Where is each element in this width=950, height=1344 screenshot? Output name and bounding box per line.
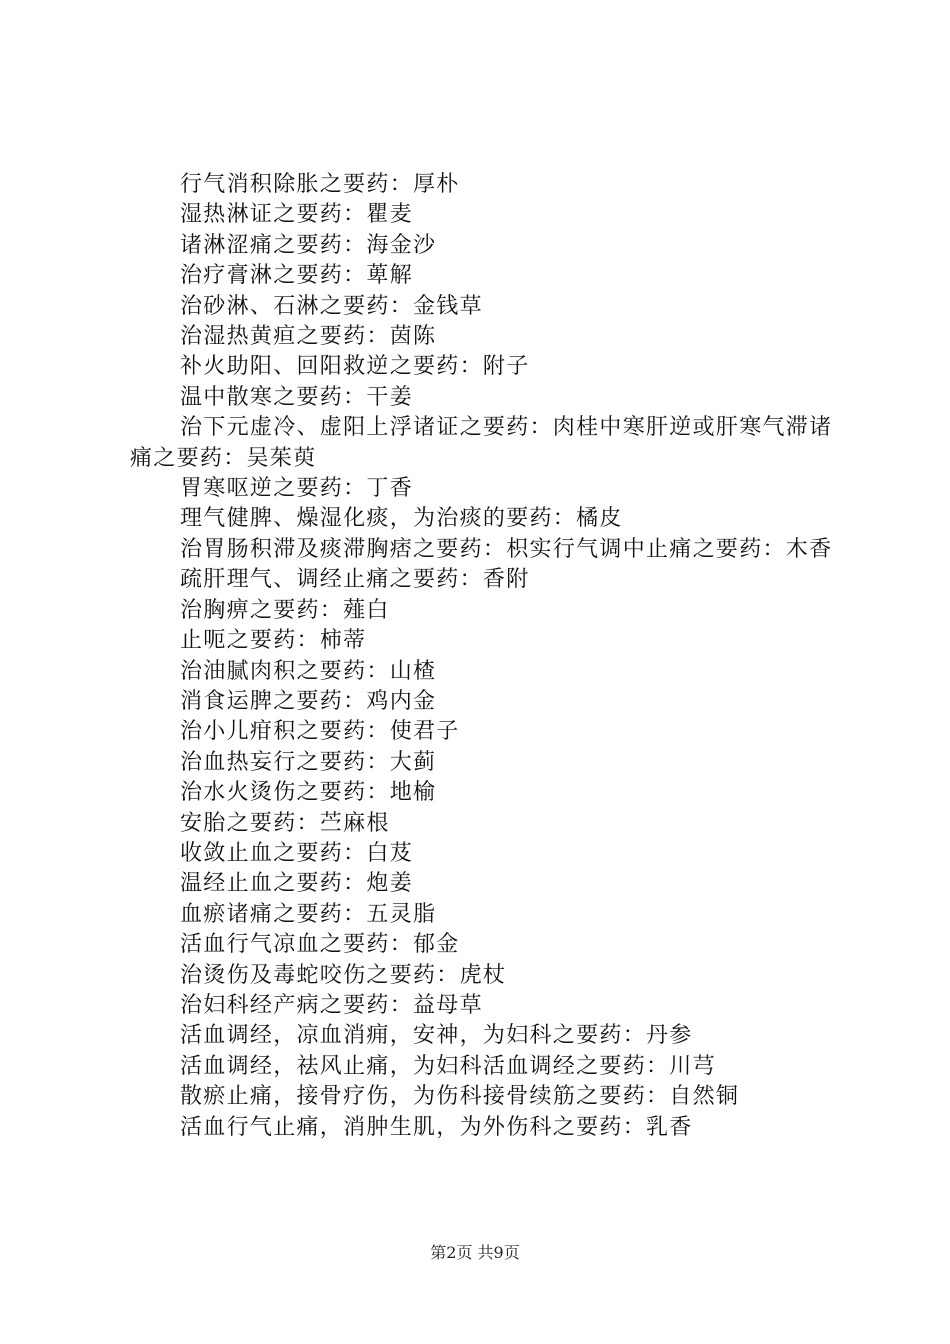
- paragraph: 诸淋涩痛之要药：海金沙: [180, 232, 437, 258]
- paragraph: 补火助阳、回阳救逆之要药：附子: [180, 354, 530, 380]
- page-number-label: 第2页 共9页: [430, 1243, 520, 1262]
- paragraph: 活血调经，祛风止痛，为妇科活血调经之要药：川芎: [180, 1053, 716, 1079]
- paragraph: 治水火烫伤之要药：地榆: [180, 780, 437, 806]
- paragraph: 治油腻肉积之要药：山楂: [180, 658, 437, 684]
- paragraph: 治胸痹之要药：薤白: [180, 597, 390, 623]
- paragraph: 活血调经，凉血消痈，安神，为妇科之要药：丹参: [180, 1023, 693, 1049]
- paragraph: 治妇科经产病之要药：益母草: [180, 992, 483, 1018]
- paragraph: 治砂淋、石淋之要药：金钱草: [180, 293, 483, 319]
- page-footer: [0, 1243, 950, 1263]
- paragraph: 胃寒呕逆之要药：丁香: [180, 476, 414, 502]
- paragraph: 治疗膏淋之要药：萆解: [180, 263, 414, 289]
- paragraph: 消食运脾之要药：鸡内金: [180, 688, 437, 714]
- paragraph: 安胎之要药：苎麻根: [180, 810, 390, 836]
- paragraph: 止呃之要药：柿蒂: [180, 628, 367, 654]
- paragraph: 散瘀止痛，接骨疗伤，为伤科接骨续筋之要药：自然铜: [180, 1084, 740, 1110]
- paragraph: 治血热妄行之要药：大蓟: [180, 749, 437, 775]
- paragraph: 治烫伤及毒蛇咬伤之要药：虎杖: [180, 962, 507, 988]
- document-body: [130, 170, 842, 1143]
- paragraph: 治湿热黄疸之要药：茵陈: [180, 324, 437, 350]
- paragraph: 温经止血之要药：炮姜: [180, 871, 414, 897]
- paragraph: 治下元虚冷、虚阳上浮诸证之要药：肉桂中寒肝逆或肝寒气滞诸痛之要药：吴茱萸: [130, 415, 833, 471]
- paragraph: 温中散寒之要药：干姜: [180, 384, 414, 410]
- paragraph: 行气消积除胀之要药：厚朴: [180, 172, 460, 197]
- paragraph: 湿热淋证之要药：瞿麦: [180, 202, 414, 228]
- paragraph: 收敛止血之要药：白芨: [180, 840, 414, 866]
- paragraph: 理气健脾、燥湿化痰，为治痰的要药：橘皮: [180, 506, 623, 532]
- paragraph: 活血行气凉血之要药：郁金: [180, 932, 460, 958]
- paragraph: 活血行气止痛，消肿生肌，为外伤科之要药：乳香: [180, 1114, 693, 1140]
- paragraph: 治小儿疳积之要药：使君子: [180, 719, 460, 745]
- paragraph: 治胃肠积滞及痰滞胸痞之要药：枳实行气调中止痛之要药：木香: [180, 536, 833, 562]
- paragraph: 疏肝理气、调经止痛之要药：香附: [180, 567, 530, 593]
- paragraph: 血瘀诸痛之要药：五灵脂: [180, 901, 437, 927]
